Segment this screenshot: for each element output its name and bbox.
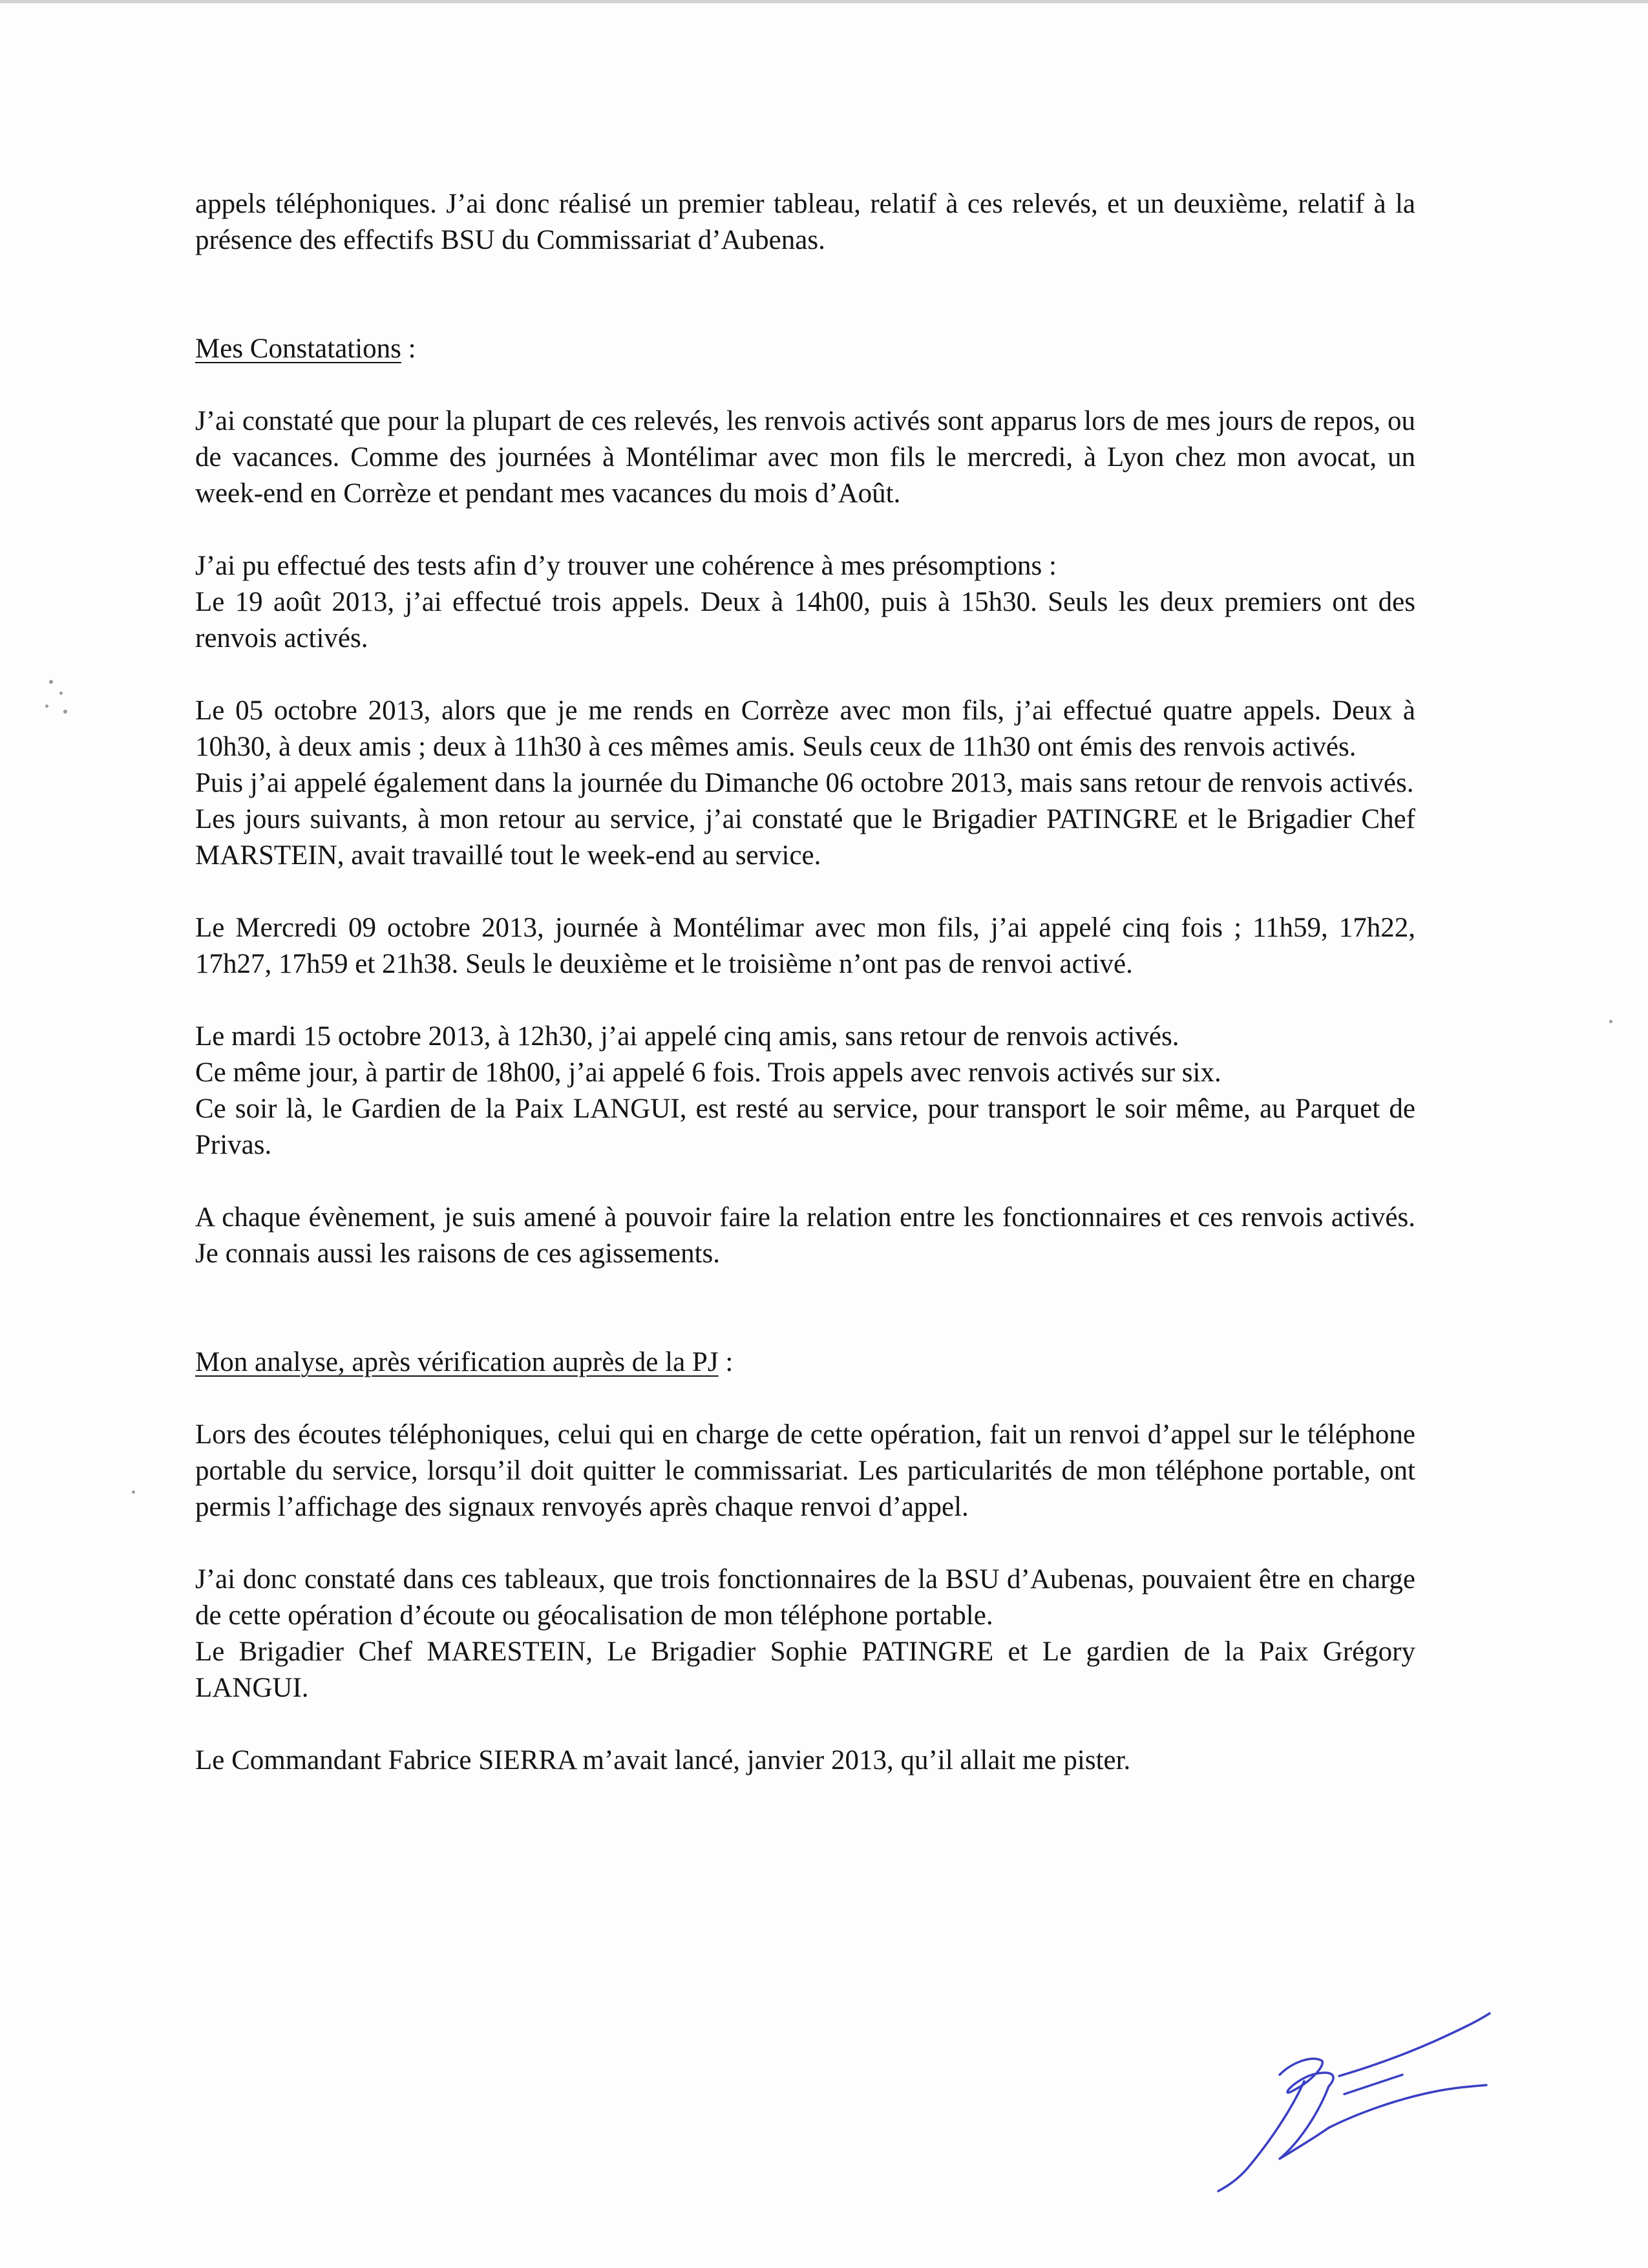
paragraph-constat-2: J’ai pu effectué des tests afin d’y trouver une cohérence à mes présomptions : Le 19 août 2013, j’ai effectué trois appels. Deux à 14h00, puis à 15h30. Seuls les deux premiers ont des renvois activés. [195, 551, 1415, 653]
scan-speck [132, 1490, 135, 1494]
paragraph-constat-3: Le 05 octobre 2013, alors que je me rends en Corrèze avec mon fils, j’ai effectué quatre appels. Deux à 10h30, à deux amis ; deux à 11h30 à ces mêmes amis. Seuls ceux de 11h30 ont émis des renvois activés. Puis j’ai appelé également dans la journée du Dimanche 06 octobre 2013, mais sans retour de renvois activés. Les jours suivants, à mon retour au service, j’ai constaté que le Brigadier PATINGRE et le Brigadier Chef MARSTEIN, avait travaillé tout le week-end au service. [195, 695, 1415, 871]
paragraph-analyse-2: J’ai donc constaté dans ces tableaux, que trois fonctionnaires de la BSU d’Aubenas, pouvaient être en charge de cette opération d’écoute ou géocalisation de mon téléphone portable. Le Brigadier Chef MARESTEIN, Le Brigadier Sophie PATINGRE et Le gardien de la Paix Grégory LANGUI. [195, 1564, 1415, 1703]
intro-paragraph: appels téléphoniques. J’ai donc réalisé un premier tableau, relatif à ces relevés, et un deuxième, relatif à la présence des effectifs BSU du Commissariat d’Aubenas. [195, 189, 1415, 255]
signature-strokes [1218, 2013, 1490, 2191]
scan-speck [45, 705, 48, 708]
scan-speck [1609, 1020, 1612, 1023]
scan-speck [63, 710, 67, 714]
section-heading-analyse [195, 1344, 1415, 1381]
spacer [195, 259, 1415, 331]
heading-colon: : [718, 1347, 734, 1377]
paragraph-constat-5: Le mardi 15 octobre 2013, à 12h30, j’ai appelé cinq amis, sans retour de renvois activés. Ce même jour, à partir de 18h00, j’ai appelé 6 fois. Trois appels avec renvois activés sur six. Ce soir là, le Gardien de la Paix LANGUI, est resté au service, pour transport le soir même, au Parquet de Privas. [195, 1021, 1415, 1160]
signature-icon [1099, 1984, 1499, 2204]
paragraph-constat-6: A chaque évènement, je suis amené à pouvoir faire la relation entre les fonctionnaires et ces renvois activés. Je connais aussi les raisons de ces agissements. [195, 1202, 1415, 1269]
section-heading-constatations [195, 331, 1415, 367]
spacer [195, 1525, 1415, 1562]
spacer [195, 1272, 1415, 1344]
spacer [195, 874, 1415, 910]
spacer [195, 657, 1415, 693]
spacer [195, 1381, 1415, 1417]
spacer [195, 1163, 1415, 1200]
paragraph-constat-1: J’ai constaté que pour la plupart de ces relevés, les renvois activés sont apparus lors de mes jours de repos, ou de vacances. Comme des journées à Montélimar avec mon fils le mercredi, à Lyon chez mon avocat, un week-end en Corrèze et pendant mes vacances du mois d’Août. [195, 406, 1415, 509]
section-heading-text: Mes Constatations [195, 334, 401, 364]
spacer [195, 982, 1415, 1019]
document-body [195, 186, 1415, 1779]
section-heading-text: Mon analyse, après vérification auprès de la PJ [195, 1347, 719, 1377]
scan-top-edge [0, 0, 1648, 3]
scan-speck [49, 680, 53, 684]
scan-speck [59, 692, 63, 695]
paragraph-constat-4: Le Mercredi 09 octobre 2013, journée à Montélimar avec mon fils, j’ai appelé cinq fois ; 11h59, 17h22, 17h27, 17h59 et 21h38. Seuls le deuxième et le troisième n’ont pas de renvoi activé. [195, 913, 1415, 979]
spacer [195, 1706, 1415, 1743]
paragraph-analyse-3: Le Commandant Fabrice SIERRA m’avait lancé, janvier 2013, qu’il allait me pister. [195, 1745, 1131, 1775]
spacer [195, 367, 1415, 403]
spacer [195, 512, 1415, 548]
paragraph-analyse-1: Lors des écoutes téléphoniques, celui qui en charge de cette opération, fait un renvoi d’appel sur le téléphone portable du service, lorsqu’il doit quitter le commissariat. Les particularités de mon téléphone portable, ont permis l’affichage des signaux renvoyés après chaque renvoi d’appel. [195, 1419, 1415, 1522]
heading-colon: : [401, 334, 416, 364]
